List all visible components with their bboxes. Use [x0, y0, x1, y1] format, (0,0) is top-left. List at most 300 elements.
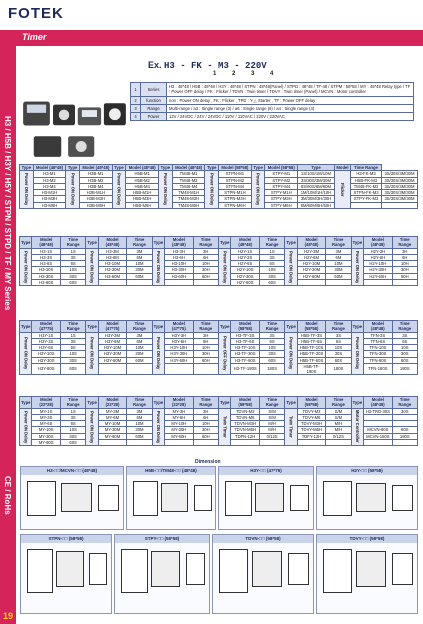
table-cell: STPN-FK-M3: [351, 190, 382, 196]
table-cell: 1M/10M/1H/10H: [298, 190, 335, 196]
table-cell: H3B-M4: [79, 183, 112, 189]
type-label: Twin Timer: [285, 408, 297, 446]
table-cell: 6M: [326, 254, 351, 260]
cert-label: CE / RoHs: [3, 476, 12, 515]
spec-row: [131, 96, 414, 104]
drawing-front: [27, 549, 53, 593]
table-cell: 3M: [326, 248, 351, 254]
drawing-front: [225, 481, 252, 516]
drawing-side: [161, 483, 188, 512]
dimension-box-title: STPY-□□ (58*58): [115, 535, 209, 543]
table-cell: TM48-M6H: [172, 202, 205, 208]
column-header: Type: [86, 321, 98, 333]
table-cell: H3Y-30M: [98, 351, 126, 357]
table-cell: H3-TF-180S: [231, 363, 259, 375]
table-cell: M/H: [326, 427, 351, 433]
spec-table: [130, 82, 414, 121]
table-cell: TM48-M4: [172, 183, 205, 189]
column-header: Type: [218, 237, 230, 249]
type-label: Power ON Delay: [285, 248, 297, 286]
column-header: Type: [218, 321, 230, 333]
header: [0, 0, 423, 30]
column-header: Model (47*75): [32, 321, 60, 333]
table-cell: S/M: [259, 414, 284, 420]
example-code: [148, 60, 267, 71]
table-cell: H3-6S: [32, 261, 60, 267]
table-cell: 6M: [127, 254, 152, 260]
table-cell: 3M/30M/3H/30H: [298, 196, 335, 202]
column-header: Type: [152, 237, 164, 249]
table-cell: H3-60M: [98, 273, 126, 279]
title-bar: [0, 30, 423, 46]
table-cell: TDVY-M6H: [297, 427, 325, 433]
drawing-panel-cut: [98, 485, 119, 511]
table-cell: STPN-M4: [219, 183, 252, 189]
table-cell: H3-1S: [32, 248, 60, 254]
table-cell: TM48-M1H: [172, 190, 205, 196]
table-cell: H3-M3H: [33, 196, 66, 202]
column-header: Type: [86, 397, 98, 409]
type-label: Power ON Delay: [251, 171, 265, 209]
drawing-panel-cut: [186, 553, 205, 585]
dimension-box: [316, 466, 418, 530]
column-header: Type: [66, 165, 80, 171]
table-cell: MY-30M: [98, 427, 126, 433]
table-cell: STPN-M6H: [219, 202, 252, 208]
type-label: Power ON Delay: [20, 332, 32, 375]
table-cell: MY-10H: [165, 421, 193, 427]
table-cell: TFN-60S: [364, 357, 392, 363]
table-cell: 60H: [193, 357, 218, 363]
table-cell: 10H: [193, 261, 218, 267]
column-header: Time Range: [60, 237, 85, 249]
column-header: Time Range: [259, 237, 284, 249]
table-cell: 3S: [60, 338, 85, 344]
column-header: Model (48*48): [231, 237, 259, 249]
dimension-box: [126, 466, 216, 530]
dimension-box-title: H3Y-□□ (47*75): [219, 467, 313, 475]
column-header: Time Range: [127, 237, 152, 249]
table-cell: H3-M2: [33, 177, 66, 183]
table-cell: 3S/30S/3M/30M: [381, 177, 417, 183]
table-cell: 3M: [127, 408, 152, 414]
table-cell: 30S: [60, 433, 85, 439]
header-row: [20, 321, 418, 333]
column-header: Type: [112, 165, 126, 171]
sidebar: [0, 46, 16, 624]
table-cell: 0/12S: [326, 433, 351, 439]
drawing-side: [252, 551, 283, 587]
table-cell: H3Y-30S: [32, 357, 60, 363]
table-cell: H5B-TF-10S: [297, 345, 325, 351]
table-cell: H3-30M: [98, 267, 126, 273]
drawing-side: [61, 483, 92, 512]
table-cell: 3S/30S/3M/30M: [381, 196, 417, 202]
table-cell: STPY-M1H: [265, 190, 298, 196]
table-cell: H3-3S: [32, 254, 60, 260]
spec-key: Power: [141, 113, 167, 121]
drawing-side: [151, 551, 180, 587]
column-header: Time Range: [326, 237, 351, 249]
model-table-2: [19, 236, 418, 286]
table-cell: S/M: [259, 408, 284, 414]
table-cell: H2Y-60H: [364, 273, 392, 279]
table-cell: TFN-30S: [364, 351, 392, 357]
column-header: Model (22*28): [98, 397, 126, 409]
spec-value: H3 : 48*48 / H5B : 48*48 / H3Y : 48*48 / STPN : 48*48(Panel) / STPD : 48*48 / TF-48 / STPM : 58*58 / MY : 48*48 Relay type / TF : Power OFF delay / FK : Flicker / TDVN : Twin timer / TDVY : Twin timer (Panel) / MCVN : Motor controller: [167, 83, 414, 97]
table-cell: STPN-M2: [219, 177, 252, 183]
table-cell: TDVN-M6: [231, 414, 259, 420]
table-cell: TFN-6S: [364, 338, 392, 344]
dimension-box: [114, 534, 210, 614]
table-cell: H2Y-6S: [231, 261, 259, 267]
column-header: Type: [351, 321, 363, 333]
model-table-1: [19, 164, 418, 209]
column-header: Time Range: [193, 397, 218, 409]
column-header: Model (48*48): [364, 321, 392, 333]
type-label: Flicker: [334, 171, 350, 209]
table-cell: 3S/30S/3M/30M: [381, 171, 417, 177]
table-cell: H3B-M1H: [79, 190, 112, 196]
table-cell: 30S: [259, 273, 284, 279]
table-cell: 3H: [193, 332, 218, 338]
column-header: Time Range: [392, 397, 417, 409]
table-cell: 6H: [392, 254, 417, 260]
table-row: [20, 202, 418, 208]
table-cell: 60H: [392, 273, 417, 279]
table-cell: H5B-TF-6S: [297, 338, 325, 344]
table-cell: H3-TF-30S: [231, 351, 259, 357]
header-row: [20, 397, 418, 409]
table-cell: 60M: [127, 433, 152, 439]
table-cell: MY-10M: [98, 421, 126, 427]
table-cell: [326, 439, 351, 445]
type-label: Power ON Delay: [205, 171, 219, 209]
table-cell: TDFY-12H: [297, 433, 325, 439]
table-cell: 6S: [60, 261, 85, 267]
table-cell: 3S/30S/3M/30M: [381, 190, 417, 196]
table-cell: H3-M1: [33, 171, 66, 177]
table-cell: [297, 439, 325, 445]
table-cell: 60S: [392, 357, 417, 363]
table-cell: 3S: [259, 332, 284, 338]
table-cell: STPY-M6H: [265, 202, 298, 208]
spec-key: function: [141, 96, 167, 104]
column-header: Model (48*48): [364, 237, 392, 249]
drawing-panel-cut: [89, 553, 107, 585]
example-num: 3: [251, 71, 255, 77]
dimension-box-title: TDVY-□□ (58*58): [317, 535, 417, 543]
table-cell: 180S: [392, 363, 417, 375]
table-cell: 30S: [392, 351, 417, 357]
table-cell: H3Y-10H: [165, 345, 193, 351]
table-cell: [259, 439, 284, 445]
table-cell: 10S: [60, 427, 85, 433]
column-header: Type: [285, 397, 297, 409]
table-cell: TDVN-M3H: [231, 421, 259, 427]
type-label: Power OFF Delay: [218, 332, 230, 375]
table-cell: H3-60S: [32, 279, 60, 285]
table-cell: M/H: [326, 421, 351, 427]
drawing-front: [323, 481, 352, 516]
table-cell: [364, 439, 392, 445]
table-cell: MY-6S: [32, 421, 60, 427]
table-cell: MY-10S: [32, 427, 60, 433]
table-cell: TDVY-M3: [297, 408, 325, 414]
table-cell: [193, 363, 218, 375]
spec-num: 1: [131, 83, 141, 97]
table-cell: 1S: [60, 248, 85, 254]
table-cell: H3-M1H: [33, 190, 66, 196]
type-label: Power ON Delay: [20, 171, 34, 209]
table-cell: 30M: [127, 351, 152, 357]
table-cell: H2Y-3M: [297, 248, 325, 254]
table-cell: MCVN-60S: [364, 427, 392, 433]
column-header: Time Range: [127, 397, 152, 409]
table-cell: 30M: [326, 267, 351, 273]
table-cell: 30S: [326, 351, 351, 357]
table-cell: TDVN-M6H: [231, 427, 259, 433]
spec-row: [131, 83, 414, 97]
table-cell: H5B-M1H: [126, 190, 159, 196]
table-cell: H3Y-60S: [32, 363, 60, 375]
dimension-box-title: STPN-□□ (58*58): [21, 535, 111, 543]
table-cell: H5B-M2: [126, 177, 159, 183]
table-cell: H3-TF-6S: [231, 338, 259, 344]
brand-logo: [8, 5, 64, 22]
table-cell: M/H: [259, 421, 284, 427]
table-cell: 6M: [127, 338, 152, 344]
table-cell: 180S: [326, 363, 351, 375]
type-label: Power ON Delay: [218, 248, 230, 286]
table-cell: 180S: [392, 433, 417, 439]
spec-num: 2: [131, 96, 141, 104]
drawing-front: [27, 481, 56, 516]
drawing-front: [219, 549, 248, 593]
spec-row: [131, 104, 414, 112]
table-cell: H5B-TF-30S: [297, 351, 325, 357]
drawing-panel-cut: [288, 553, 308, 585]
table-cell: H5B-M6H: [126, 202, 159, 208]
table-cell: 3H: [392, 248, 417, 254]
column-header: Type: [298, 165, 335, 171]
column-header: Type: [251, 165, 265, 171]
example-prefix: Ex.: [148, 60, 162, 70]
dimension-box: [212, 534, 314, 614]
column-header: Type: [285, 321, 297, 333]
table-cell: H3B-M3H: [79, 196, 112, 202]
table-cell: 30H: [193, 267, 218, 273]
column-header: Model (48*48): [364, 397, 392, 409]
table-cell: 3S: [326, 332, 351, 338]
table-cell: H2Y-6M: [297, 254, 325, 260]
table-cell: H3Y-3S: [32, 338, 60, 344]
table-cell: H3-60H: [165, 273, 193, 279]
table-cell: 6S: [392, 338, 417, 344]
table-cell: MY-3H: [165, 408, 193, 414]
table-cell: 3S: [392, 332, 417, 338]
dimension-box: [316, 534, 418, 614]
table-cell: [326, 279, 351, 285]
drawing-panel-cut: [194, 485, 212, 511]
table-cell: 10M: [127, 421, 152, 427]
table-cell: [351, 202, 382, 208]
table-cell: 60M: [326, 273, 351, 279]
table-cell: [392, 439, 417, 445]
column-header: Type: [351, 237, 363, 249]
column-header: Time Range: [351, 165, 382, 171]
type-label: Power ON Delay: [152, 332, 164, 375]
column-header: Type: [152, 397, 164, 409]
drawing-side: [356, 551, 387, 587]
table-cell: 30H: [392, 267, 417, 273]
table-cell: 6S/60S/6M/60M: [298, 183, 335, 189]
table-cell: 10M: [127, 261, 152, 267]
dimension-box-title: TDVN-□□ (58*58): [213, 535, 313, 543]
type-label: Power ON Delay: [112, 171, 126, 209]
table-cell: H3-FK-M3: [351, 171, 382, 177]
table-cell: 0/12S: [259, 433, 284, 439]
column-header: Time Range: [259, 397, 284, 409]
table-cell: H3Y-6S: [32, 345, 60, 351]
table-cell: H2Y-3S: [231, 254, 259, 260]
table-cell: 10M: [127, 345, 152, 351]
table-cell: 60S: [259, 357, 284, 363]
table-cell: 3M: [127, 248, 152, 254]
table-cell: H3Y-10M: [98, 345, 126, 351]
table-cell: MY-60M: [98, 433, 126, 439]
type-label: Power ON Delay: [66, 171, 80, 209]
spec-key: Range: [141, 104, 167, 112]
column-header: Type: [20, 237, 32, 249]
table-cell: H3B-M2: [79, 177, 112, 183]
table-cell: TM48-FK-M3: [351, 183, 382, 189]
table-cell: 6H: [193, 338, 218, 344]
table-cell: 6S: [326, 338, 351, 344]
column-header: Type: [152, 321, 164, 333]
column-header: Time Range: [259, 321, 284, 333]
column-header: Type: [351, 397, 363, 409]
type-label: Twin Timer: [218, 408, 230, 446]
column-header: Type: [20, 165, 34, 171]
column-header: Model (58*58): [297, 321, 325, 333]
page-number: 19: [3, 611, 14, 621]
drawing-front: [323, 549, 352, 593]
drawing-side: [255, 483, 284, 512]
table-cell: TFN-3S: [364, 332, 392, 338]
column-header: Model: [334, 165, 350, 171]
table-cell: TM48-M3H: [172, 196, 205, 202]
table-cell: MY-30S: [32, 433, 60, 439]
dimension-box-title: H3-□□/MCVN-□□ (48*48): [21, 467, 123, 475]
drawing-side: [56, 551, 84, 587]
table-cell: STPY-M4: [265, 183, 298, 189]
column-header: Model (48*48): [126, 165, 159, 171]
dimension-box: [218, 466, 314, 530]
table-cell: H3Y-10S: [32, 351, 60, 357]
table-cell: 1S: [60, 408, 85, 414]
table-cell: H3B-M6H: [79, 202, 112, 208]
table-cell: H2Y-10H: [364, 261, 392, 267]
table-cell: MY-1S: [32, 408, 60, 414]
table-cell: 30S: [392, 408, 417, 414]
type-label: Power ON Delay: [159, 171, 173, 209]
table-cell: H3Y-30H: [165, 351, 193, 357]
table-cell: 6M: [127, 414, 152, 420]
drawing-front: [133, 481, 158, 516]
table-cell: TM48-M2: [172, 177, 205, 183]
spec-key: Series: [141, 83, 167, 97]
drawing-panel-cut: [290, 485, 309, 511]
table-cell: H3-6M: [98, 254, 126, 260]
table-cell: 60S: [326, 357, 351, 363]
table-cell: MY-30H: [165, 427, 193, 433]
table-cell: 6S: [60, 421, 85, 427]
table-cell: TFN-10S: [364, 345, 392, 351]
table-cell: H5B-TF-180S: [297, 363, 325, 375]
table-cell: H3Y-3H: [165, 332, 193, 338]
table-cell: TDVY-M6: [297, 414, 325, 420]
table-cell: [364, 279, 392, 285]
table-cell: H3-10M: [98, 261, 126, 267]
table-cell: [127, 279, 152, 285]
table-cell: H3-10H: [165, 261, 193, 267]
table-cell: STPY-M3H: [265, 196, 298, 202]
spec-row: [131, 113, 414, 121]
table-cell: 60S: [259, 279, 284, 285]
page-title: Timer: [22, 32, 47, 42]
product-photo: [20, 52, 130, 162]
drawing-front: [121, 549, 148, 593]
table-cell: 3S: [60, 414, 85, 420]
table-cell: [381, 202, 417, 208]
table-cell: 3H: [193, 408, 218, 414]
table-cell: 60H: [193, 433, 218, 439]
column-header: Time Range: [193, 237, 218, 249]
table-cell: 6H: [193, 254, 218, 260]
column-header: Time Range: [60, 397, 85, 409]
table-cell: MY-60S: [32, 439, 60, 445]
table-cell: H3-M4: [33, 183, 66, 189]
table-cell: H3Y-3M: [98, 332, 126, 338]
table-cell: [193, 279, 218, 285]
table-cell: H2Y-60M: [297, 273, 325, 279]
table-cell: H5B-TF-3S: [297, 332, 325, 338]
table-cell: [193, 439, 218, 445]
table-cell: 10S: [60, 267, 85, 273]
table-cell: H2Y-30S: [231, 273, 259, 279]
table-cell: 60H: [193, 273, 218, 279]
table-cell: TDFN-12H: [231, 433, 259, 439]
table-cell: [297, 279, 325, 285]
table-cell: H2Y-30M: [297, 267, 325, 273]
table-cell: 6H: [193, 414, 218, 420]
column-header: Time Range: [392, 321, 417, 333]
dimension-box-title: H2Y-□□ (58*58): [317, 467, 417, 475]
table-cell: [127, 363, 152, 375]
brand-text: FOTEK: [8, 5, 64, 22]
column-header: Model (58*58): [231, 321, 259, 333]
table-cell: H3-TRD-30S: [364, 408, 392, 414]
table-cell: 6M/60M/6H/60H: [298, 202, 335, 208]
table-cell: 30H: [193, 351, 218, 357]
table-cell: 30S: [60, 273, 85, 279]
table-cell: MY-6M: [98, 414, 126, 420]
table-cell: 6S: [259, 338, 284, 344]
column-header: Type: [218, 397, 230, 409]
table-cell: [165, 279, 193, 285]
type-label: Motor Controller: [351, 408, 363, 446]
